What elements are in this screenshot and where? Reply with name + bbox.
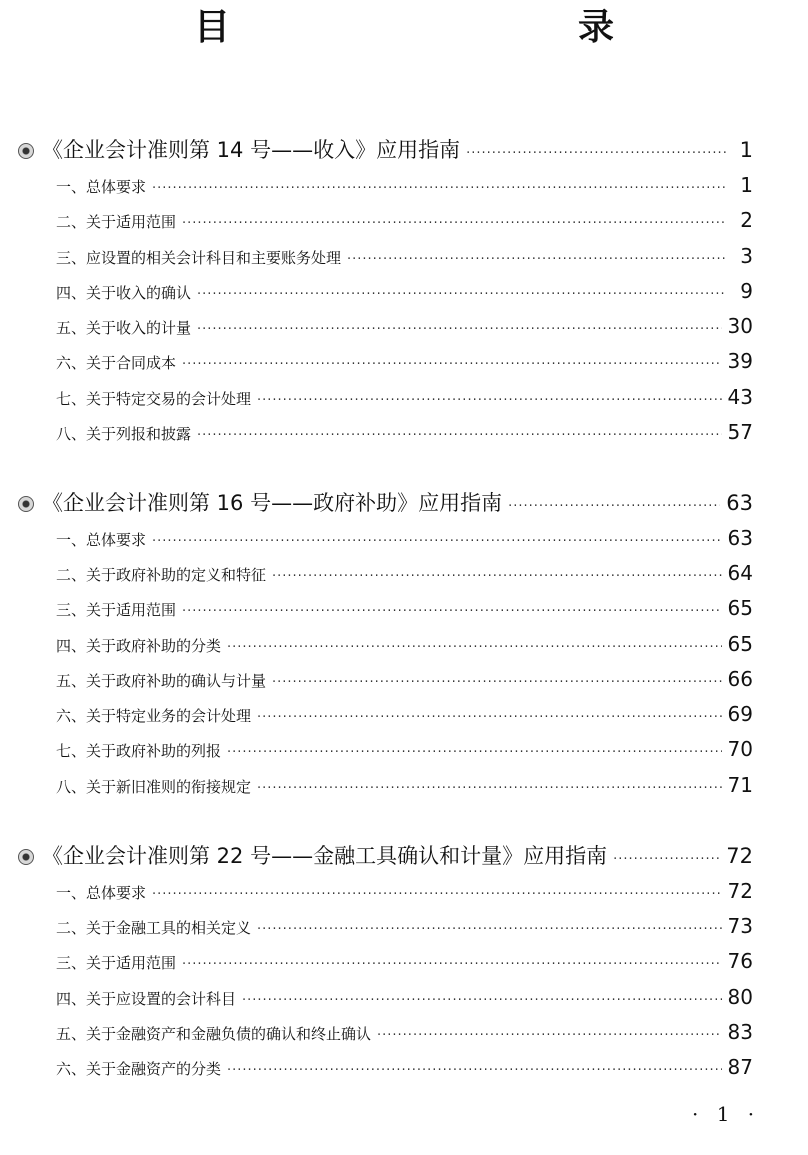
toc-section[interactable] [56,418,753,446]
page-number: 66 [727,667,753,691]
toc-section[interactable] [56,630,753,658]
page-number: 3 [740,244,753,268]
bullet-icon [18,849,34,865]
dot-leader [272,669,722,697]
dot-leader [613,845,720,875]
page-number: 69 [727,702,753,726]
dot-leader [377,1022,722,1050]
toc-section[interactable] [56,700,753,728]
section-title: 三、关于适用范围 [56,601,177,619]
page-number: 71 [727,773,753,797]
dot-leader [182,598,722,626]
section-title: 七、关于政府补助的列报 [56,742,222,760]
bullet-icon [18,143,34,159]
dot-leader [257,387,722,415]
section-title: 五、关于金融资产和金融负债的确认和终止确认 [56,1025,372,1043]
dot-leader [272,563,722,591]
dot-leader [257,916,722,944]
dot-leader [466,139,727,169]
footer-page-number: · 1 · [692,1102,761,1126]
page-number: 1 [740,173,753,197]
section-title: 八、关于列报和披露 [56,425,192,443]
dot-leader [508,492,720,522]
dot-leader [197,422,722,450]
section-title: 一、总体要求 [56,884,147,902]
section-title: 四、关于收入的确认 [56,284,192,302]
dot-leader [227,634,722,662]
page-number: 39 [727,349,753,373]
dot-leader [152,881,722,909]
chapter-title: 《企业会计准则第 22 号——金融工具确认和计量》应用指南 [42,844,608,868]
section-title: 二、关于金融工具的相关定义 [56,919,252,937]
dot-leader [197,281,727,309]
section-title: 二、关于政府补助的定义和特征 [56,566,267,584]
section-title: 四、关于政府补助的分类 [56,637,222,655]
toc-section[interactable] [56,983,753,1011]
dot-leader [182,351,722,379]
dot-leader [257,704,722,732]
toc-section[interactable] [56,947,753,975]
toc-section[interactable] [56,1018,753,1046]
page-number: 65 [727,596,753,620]
section-title: 六、关于金融资产的分类 [56,1060,222,1078]
page-number: 80 [727,985,753,1009]
dot-leader [197,316,722,344]
dot-leader [227,739,722,767]
toc-section[interactable] [56,559,753,587]
page-number: 9 [740,279,753,303]
page-number: 83 [727,1020,753,1044]
section-title: 八、关于新旧准则的衔接规定 [56,778,252,796]
toc-section[interactable] [56,771,753,799]
page-number: 72 [727,879,753,903]
section-title: 七、关于特定交易的会计处理 [56,390,252,408]
page-number: 2 [740,208,753,232]
page-number: 1 [739,138,753,162]
dot-leader [227,1057,722,1085]
toc-section[interactable] [56,206,753,234]
toc-section[interactable] [56,383,753,411]
dot-leader [347,246,727,274]
page-number: 73 [727,914,753,938]
dot-leader [152,528,722,556]
toc-section[interactable] [56,347,753,375]
toc-section[interactable] [56,1053,753,1081]
page-number: 57 [727,420,753,444]
dot-leader [257,775,722,803]
section-title: 一、总体要求 [56,178,147,196]
page-number: 30 [727,314,753,338]
section-title: 六、关于特定业务的会计处理 [56,707,252,725]
page-number: 64 [727,561,753,585]
page-number: 63 [727,526,753,550]
section-title: 一、总体要求 [56,531,147,549]
section-title: 三、应设置的相关会计科目和主要账务处理 [56,249,342,267]
section-title: 三、关于适用范围 [56,954,177,972]
toc-section[interactable] [56,735,753,763]
section-title: 四、关于应设置的会计科目 [56,990,237,1008]
dot-leader [242,987,722,1015]
toc-chapter[interactable] [18,841,753,871]
chapter-title: 《企业会计准则第 16 号——政府补助》应用指南 [42,491,503,515]
page-number: 72 [726,844,753,868]
page-title: 目 录 [193,7,706,48]
toc-section[interactable] [56,524,753,552]
section-title: 二、关于适用范围 [56,213,177,231]
page-number: 76 [727,949,753,973]
toc-section[interactable] [56,312,753,340]
dot-leader [182,951,722,979]
toc-section[interactable] [56,877,753,905]
toc-section[interactable] [56,242,753,270]
dot-leader [182,210,727,238]
section-title: 六、关于合同成本 [56,354,177,372]
toc-section[interactable] [56,171,753,199]
dot-leader [152,175,727,203]
chapter-title: 《企业会计准则第 14 号——收入》应用指南 [42,138,461,162]
page-number: 43 [727,385,753,409]
page-number: 87 [727,1055,753,1079]
page-number: 65 [727,632,753,656]
toc-chapter[interactable] [18,488,753,518]
section-title: 五、关于收入的计量 [56,319,192,337]
toc-section[interactable] [56,912,753,940]
section-title: 五、关于政府补助的确认与计量 [56,672,267,690]
page-number: 70 [727,737,753,761]
toc-section[interactable] [56,277,753,305]
page-number: 63 [726,491,753,515]
toc-section[interactable] [56,594,753,622]
toc-chapter[interactable] [18,135,753,165]
toc-section[interactable] [56,665,753,693]
bullet-icon [18,496,34,512]
